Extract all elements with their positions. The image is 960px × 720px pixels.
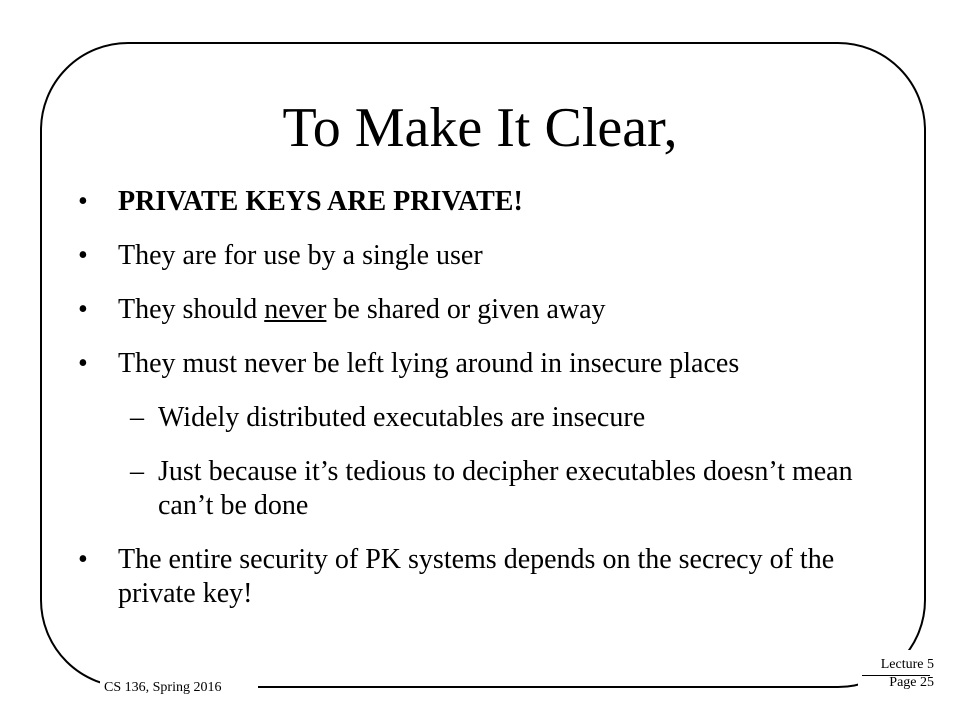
bullet-text: They must never be left lying around in insecure places: [118, 348, 740, 379]
page-number: Page 25: [889, 675, 934, 690]
bullet-text-before: They should: [118, 294, 265, 325]
bullet-marker: •: [78, 348, 88, 379]
bullet-item: [78, 185, 898, 219]
bullet-text: The entire security of PK systems depends on the secrecy of the private key!: [118, 544, 835, 609]
sub-bullet-marker: –: [130, 402, 144, 433]
bullet-item: [78, 239, 898, 273]
bullet-text: [78, 293, 898, 327]
bullet-marker: •: [78, 544, 88, 575]
sub-bullet-text: Widely distributed executables are insecure: [158, 402, 646, 433]
course-footer: CS 136, Spring 2016: [104, 680, 222, 695]
sub-bullet-marker: –: [130, 456, 144, 487]
sub-bullet-text: Just because it’s tedious to decipher executables doesn’t mean can’t be done: [158, 456, 853, 521]
lecture-number: Lecture 5: [880, 657, 934, 672]
bullet-text: PRIVATE KEYS ARE PRIVATE!: [118, 186, 523, 217]
lecture-page-footer: [862, 656, 934, 692]
slide-title: To Make It Clear,: [282, 97, 678, 159]
sub-bullet-item: [130, 455, 898, 523]
bullet-item: [78, 293, 898, 327]
bullet-item: [78, 543, 898, 611]
sub-bullet-item: [130, 401, 898, 435]
bullet-text: They are for use by a single user: [118, 240, 483, 271]
bullet-list: [78, 185, 898, 631]
bullet-marker: •: [78, 294, 88, 325]
bullet-text-after: be shared or given away: [326, 294, 606, 325]
bullet-marker: •: [78, 186, 88, 217]
bullet-marker: •: [78, 240, 88, 271]
bullet-item: [78, 347, 898, 381]
footer-divider: [862, 675, 930, 676]
underlined-word: never: [264, 294, 327, 325]
